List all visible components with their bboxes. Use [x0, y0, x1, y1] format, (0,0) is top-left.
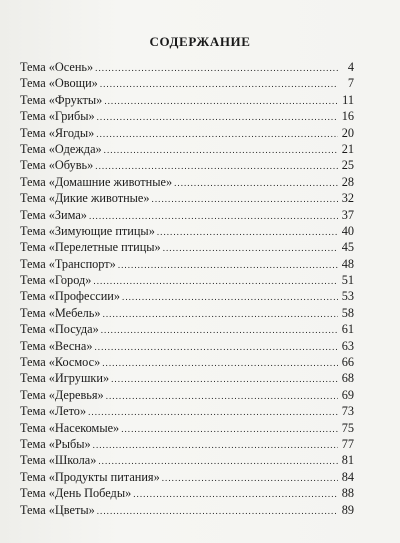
toc-dot-leader — [97, 503, 338, 519]
toc-entry-page: 58 — [341, 305, 354, 320]
toc-entry — [20, 239, 354, 255]
toc-dot-leader — [104, 93, 338, 109]
toc-entry — [20, 108, 354, 124]
toc-entry-title: Тема «Школа» — [20, 453, 97, 468]
toc-entry — [20, 272, 354, 288]
toc-entry-title: Тема «Грибы» — [20, 109, 95, 124]
toc-dot-leader — [111, 371, 338, 387]
toc-dot-leader — [122, 289, 338, 305]
toc-entry-title: Тема «Профессии» — [20, 289, 121, 304]
toc-entry — [20, 174, 354, 190]
toc-entry-title: Тема «Дикие животные» — [20, 191, 150, 206]
toc-entry-title: Тема «Перелетные птицы» — [20, 240, 161, 255]
toc-entry — [20, 354, 354, 370]
toc-entry-page: 66 — [341, 355, 354, 370]
toc-entry-title: Тема «Овощи» — [20, 76, 98, 91]
toc-entry-title: Тема «Космос» — [20, 355, 101, 370]
toc-dot-leader — [101, 322, 338, 338]
toc-entry — [20, 157, 354, 173]
toc-entry — [20, 387, 354, 403]
toc-entry — [20, 305, 354, 321]
table-of-contents — [20, 59, 354, 518]
toc-dot-leader — [102, 355, 338, 371]
toc-dot-leader — [93, 437, 338, 453]
toc-entry-title: Тема «Фрукты» — [20, 92, 103, 107]
toc-entry-page: 21 — [341, 141, 354, 156]
toc-dot-leader — [88, 404, 338, 420]
toc-entry — [20, 207, 354, 223]
toc-entry-page: 89 — [341, 502, 354, 517]
toc-entry-page: 63 — [341, 338, 354, 353]
toc-dot-leader — [104, 142, 338, 158]
toc-entry — [20, 223, 354, 239]
toc-dot-leader — [174, 175, 338, 191]
toc-entry-page: 68 — [341, 371, 354, 386]
toc-entry-page: 88 — [341, 486, 354, 501]
toc-entry — [20, 502, 354, 518]
toc-entry-page: 4 — [347, 60, 354, 74]
toc-dot-leader — [95, 60, 338, 76]
toc-entry-page: 7 — [347, 76, 354, 91]
toc-entry — [20, 436, 354, 452]
toc-dot-leader — [121, 421, 338, 437]
toc-entry-title: Тема «Зимующие птицы» — [20, 223, 155, 238]
toc-entry — [20, 420, 354, 436]
toc-entry-page: 53 — [341, 289, 354, 304]
toc-entry — [20, 256, 354, 272]
toc-entry-page: 51 — [341, 273, 354, 288]
toc-dot-leader — [100, 76, 338, 92]
toc-entry — [20, 75, 354, 91]
page-title: СОДЕРЖАНИЕ — [149, 34, 251, 49]
toc-dot-leader — [93, 273, 338, 289]
toc-entry-title: Тема «Весна» — [20, 338, 93, 353]
toc-dot-leader — [95, 339, 339, 355]
toc-dot-leader — [163, 240, 338, 256]
toc-entry-page: 73 — [341, 404, 354, 419]
toc-entry — [20, 452, 354, 468]
toc-entry-title: Тема «Рыбы» — [20, 436, 91, 451]
toc-entry-page: 81 — [341, 453, 354, 468]
toc-dot-leader — [103, 306, 338, 322]
toc-entry — [20, 370, 354, 386]
toc-dot-leader — [152, 191, 338, 207]
toc-dot-leader — [157, 224, 338, 240]
toc-entry — [20, 321, 354, 337]
toc-dot-leader — [96, 126, 338, 142]
toc-entry-title: Тема «Домашние животные» — [20, 174, 173, 189]
toc-entry-title: Тема «Зима» — [20, 207, 87, 222]
toc-dot-leader — [162, 470, 338, 486]
toc-entry-page: 37 — [341, 207, 354, 222]
toc-entry-page: 69 — [341, 387, 354, 402]
toc-dot-leader — [95, 158, 338, 174]
toc-entry-title: Тема «Город» — [20, 273, 92, 288]
toc-entry-page: 11 — [342, 92, 354, 107]
toc-entry-page: 16 — [341, 109, 354, 124]
toc-entry-page: 25 — [341, 158, 354, 173]
toc-entry-title: Тема «Осень» — [20, 60, 94, 74]
toc-entry-title: Тема «Игрушки» — [20, 371, 110, 386]
toc-dot-leader — [97, 109, 338, 125]
toc-dot-leader — [133, 486, 338, 502]
toc-entry-page: 48 — [341, 256, 354, 271]
toc-entry-title: Тема «Деревья» — [20, 387, 104, 402]
toc-entry-title: Тема «Насекомые» — [20, 420, 120, 435]
toc-entry-title: Тема «Цветы» — [20, 502, 95, 517]
toc-entry — [20, 190, 354, 206]
toc-entry — [20, 469, 354, 485]
toc-entry — [20, 288, 354, 304]
toc-entry-title: Тема «Лето» — [20, 404, 87, 419]
toc-entry-title: Тема «Одежда» — [20, 141, 102, 156]
toc-entry-title: Тема «Ягоды» — [20, 125, 95, 140]
toc-entry — [20, 338, 354, 354]
toc-entry — [20, 92, 354, 108]
toc-entry-page: 75 — [341, 420, 354, 435]
toc-entry-page: 32 — [341, 191, 354, 206]
toc-entry-title: Тема «Транспорт» — [20, 256, 116, 271]
toc-entry-title: Тема «Мебель» — [20, 305, 101, 320]
toc-entry-page: 28 — [341, 174, 354, 189]
toc-entry — [20, 59, 354, 75]
toc-entry-title: Тема «Посуда» — [20, 322, 99, 337]
toc-entry-page: 45 — [341, 240, 354, 255]
toc-entry-page: 61 — [341, 322, 354, 337]
toc-dot-leader — [118, 257, 338, 273]
toc-entry-title: Тема «Продукты питания» — [20, 469, 160, 484]
toc-entry-page: 40 — [341, 223, 354, 238]
toc-dot-leader — [98, 453, 338, 469]
toc-entry-page: 77 — [341, 436, 354, 451]
toc-dot-leader — [89, 208, 338, 224]
toc-entry-page: 20 — [341, 125, 354, 140]
toc-dot-leader — [106, 388, 338, 404]
toc-entry — [20, 125, 354, 141]
toc-entry — [20, 485, 354, 501]
toc-entry — [20, 403, 354, 419]
toc-entry-page: 84 — [341, 469, 354, 484]
toc-entry-title: Тема «Обувь» — [20, 158, 94, 173]
toc-entry-title: Тема «День Победы» — [20, 486, 132, 501]
toc-entry — [20, 141, 354, 157]
